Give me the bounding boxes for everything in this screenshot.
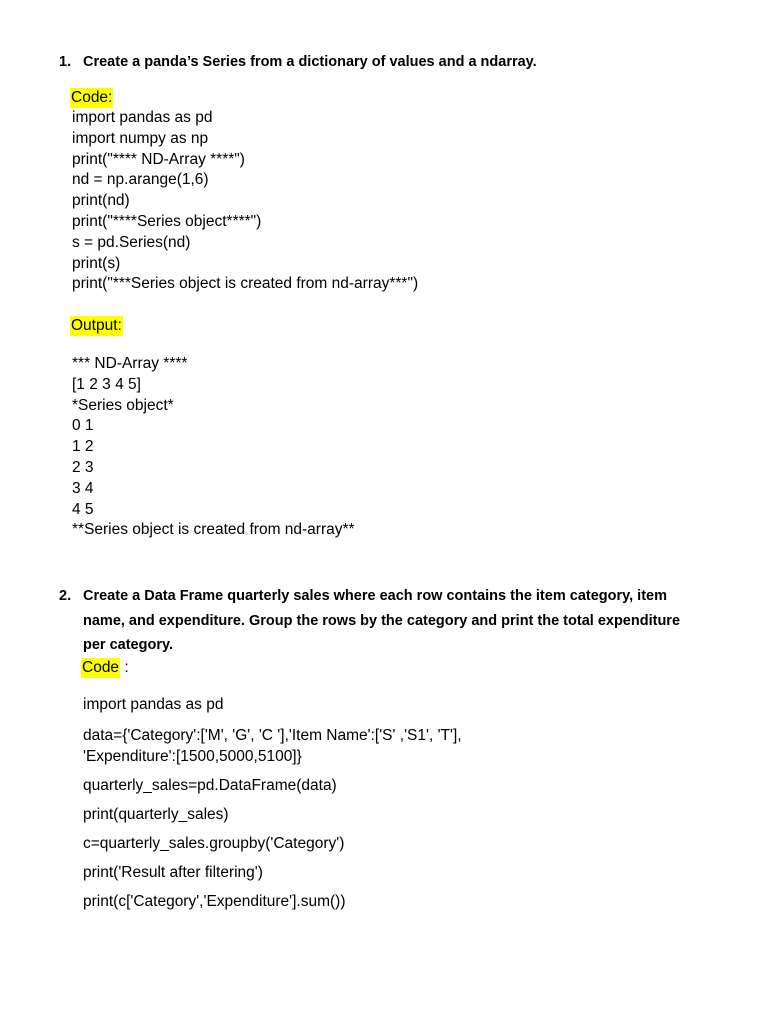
question-1-code-block [72,108,418,295]
question-2-code-label-row [81,658,129,678]
question-1-code-label-row [70,88,113,108]
question-1-text: Create a panda’s Series from a dictionary of values and a ndarray. [83,54,537,70]
code-line: print("***Series object is created from nd-array***") [72,275,419,293]
question-1-code-label: Code: [71,89,113,106]
code-line: 1 2 [72,438,94,456]
code-line: print(s) [72,254,121,272]
code-line: [1 2 3 4 5] [72,375,141,393]
code-line: import numpy as np [72,129,209,147]
question-2-code-label: Code [82,659,120,676]
code-line: print(nd) [72,192,130,210]
code-line: *Series object* [72,396,174,414]
code-line: *** ND-Array **** [72,355,188,372]
code-line: c=quarterly_sales.groupby('Category') [83,835,345,852]
code-line: 2 3 [72,458,94,476]
code-line: print(c['Category','Expenditure'].sum()) [83,893,346,910]
code-line: import pandas as pd [83,696,224,713]
question-2-number: 2. [59,588,72,604]
code-line: 4 5 [72,500,94,518]
code-line: print("**** ND-Array ****") [72,150,245,168]
code-line: 3 4 [72,479,94,497]
question-1-title [59,50,703,75]
question-2-title [59,584,703,658]
code-line: print('Result after filtering') [83,864,263,881]
code-line: 0 1 [72,417,94,435]
code-line: print("****Series object****") [72,212,262,230]
code-line: print(quarterly_sales) [83,806,229,823]
code-line: data={'Category':['M', 'G', 'C '],'Item Name':['S' ,'S1', 'T'], 'Expenditure':[1500,5000,5100]} [83,727,462,765]
question-2-text: Create a Data Frame quarterly sales where each row contains the item category, item name, and expenditure. Group the rows by the category and print the total expenditure per category. [83,588,681,653]
code-line: **Series object is created from nd-array** [72,521,355,539]
code-line: s = pd.Series(nd) [72,233,191,251]
question-1-output-block [72,354,355,541]
question-2-code-label-suffix: : [120,659,129,676]
question-1-output-label: Output: [71,317,122,334]
question-1-output-label-row [70,316,123,336]
question-2-code-block [83,694,462,920]
code-line: nd = np.arange(1,6) [72,171,209,189]
code-line: quarterly_sales=pd.DataFrame(data) [83,777,337,794]
question-1-number: 1. [59,54,72,70]
code-line: import pandas as pd [72,109,213,126]
